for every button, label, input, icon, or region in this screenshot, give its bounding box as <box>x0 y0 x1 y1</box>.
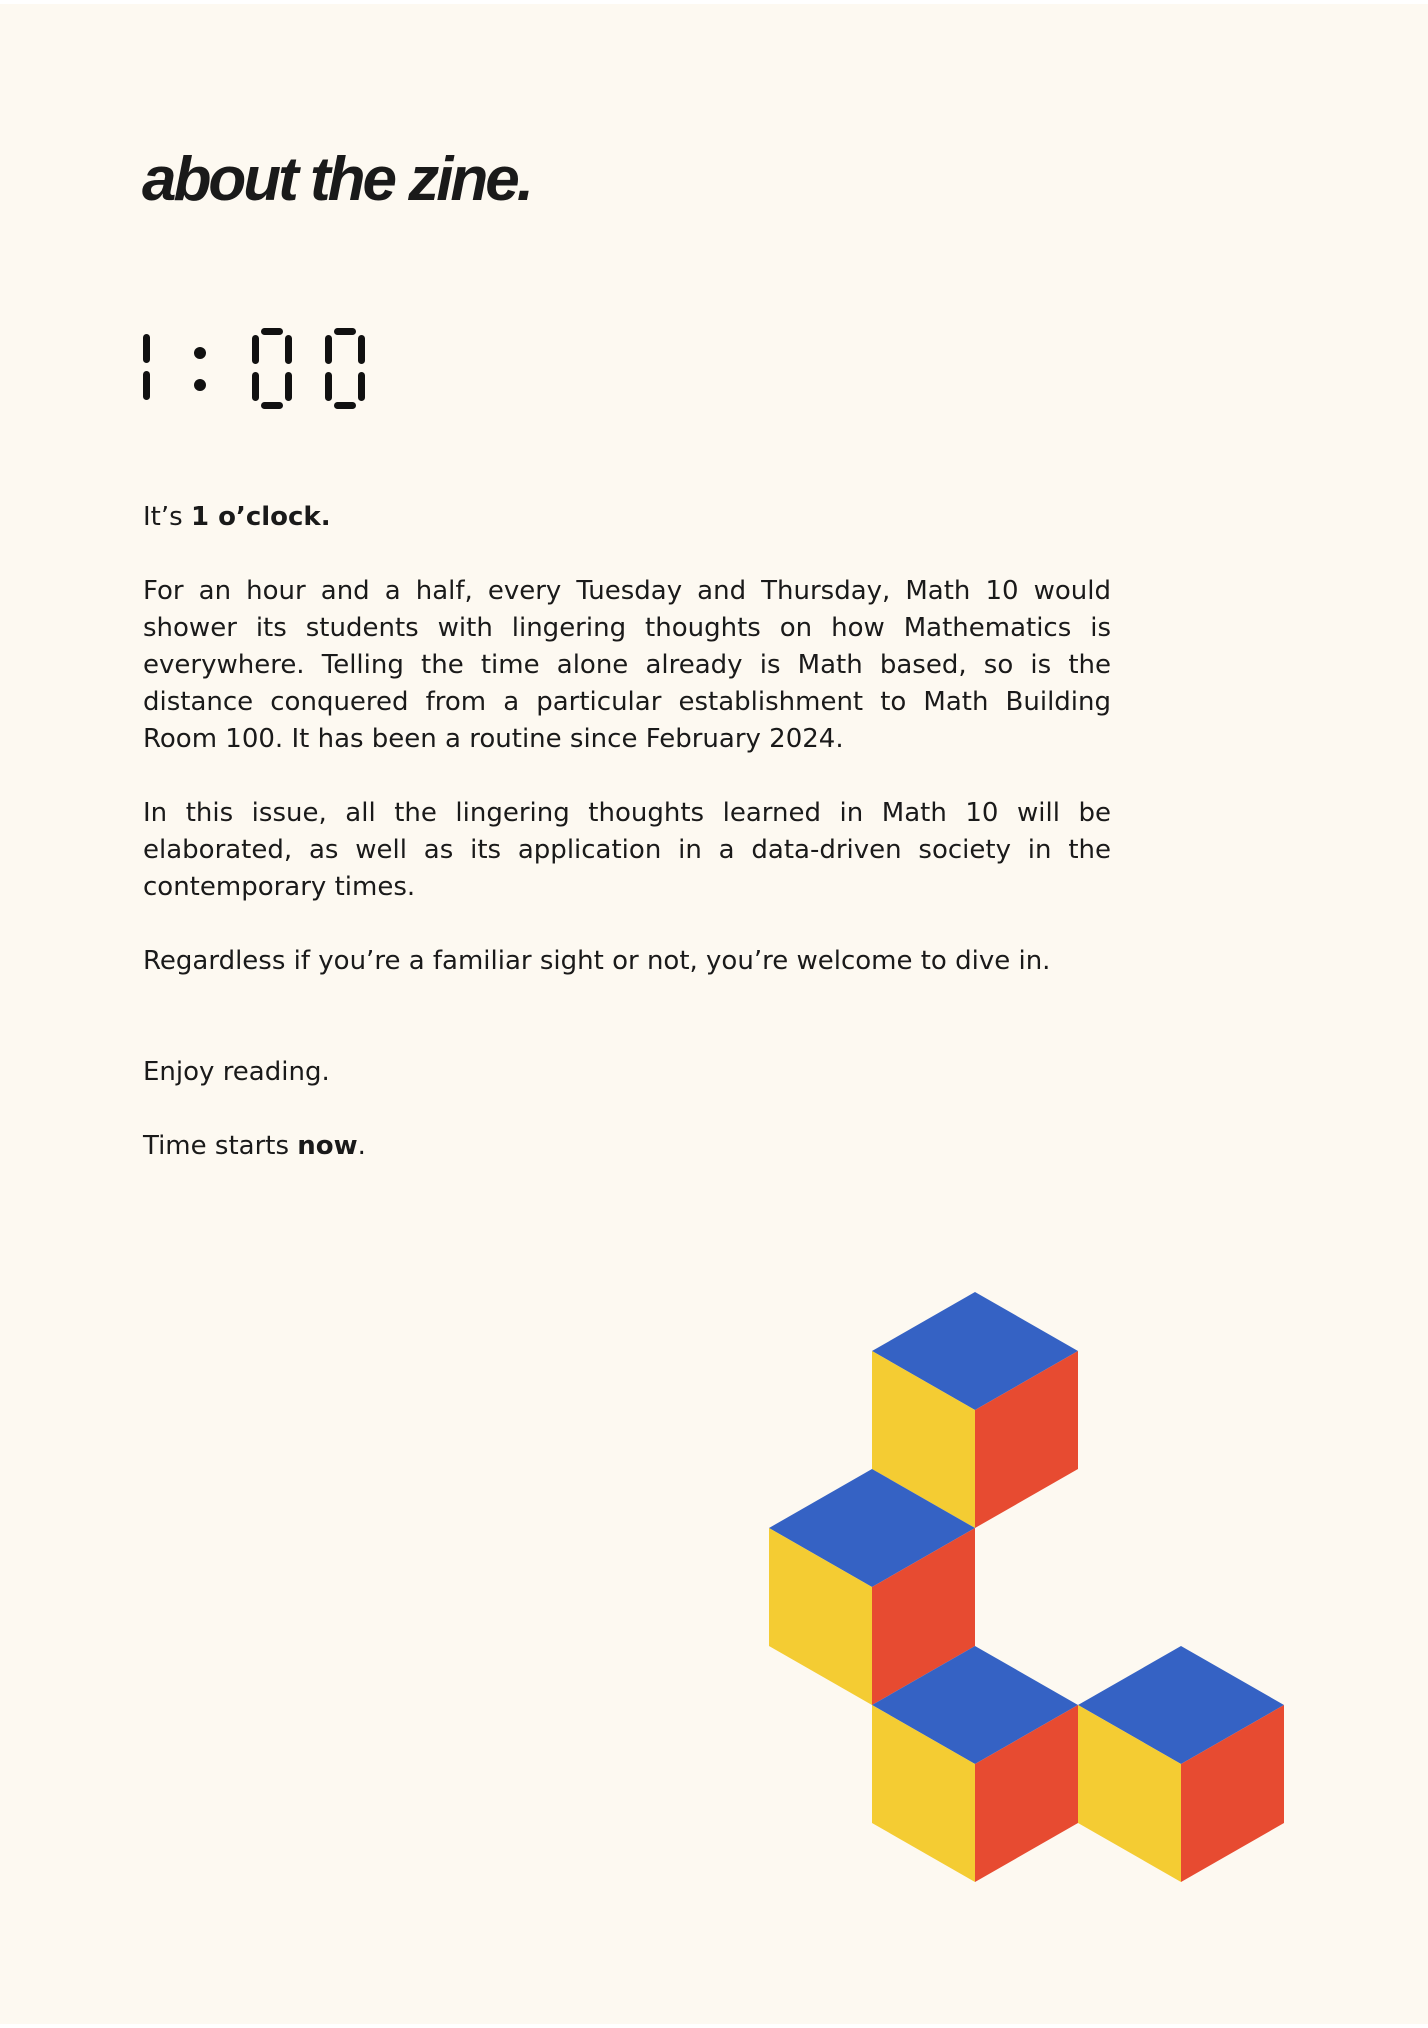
closing-suffix: . <box>357 1131 366 1161</box>
zine-page <box>0 4 1428 2024</box>
digital-clock <box>130 322 390 412</box>
isometric-cubes-illustration <box>768 1292 1288 1892</box>
closing-emphasis: now <box>297 1131 358 1161</box>
clock-display-icon <box>130 322 390 412</box>
intro-line <box>143 499 1111 536</box>
cubes-icon <box>768 1292 1288 1892</box>
article-body <box>143 499 1111 1165</box>
intro-prefix: It’s <box>143 502 191 532</box>
closing-line-1: Enjoy reading. <box>143 1057 330 1087</box>
intro-emphasis: 1 o’clock. <box>190 502 331 532</box>
paragraph-3: Regardless if you’re a familiar sight or not, you’re welcome to dive in. <box>143 946 1051 976</box>
page-title: about the zine. <box>142 145 531 214</box>
paragraph-1: For an hour and a half, every Tuesday and Thursday, Math 10 would shower its students with lingering thoughts on how Mathematics is everywhere. Telling the time alone already is Math based, so is the distance conquered from a particular establishment to Math Building Room 100. It has been a routine since February 2024. <box>143 576 1111 754</box>
closing-line-2 <box>143 1128 1111 1165</box>
paragraph-2: In this issue, all the lingering thoughts learned in Math 10 will be elaborated, as well as its application in a data-driven society in the contemporary times. <box>143 798 1111 902</box>
cube-bottom-right <box>1078 1646 1284 1882</box>
closing-prefix: Time starts <box>143 1131 298 1161</box>
